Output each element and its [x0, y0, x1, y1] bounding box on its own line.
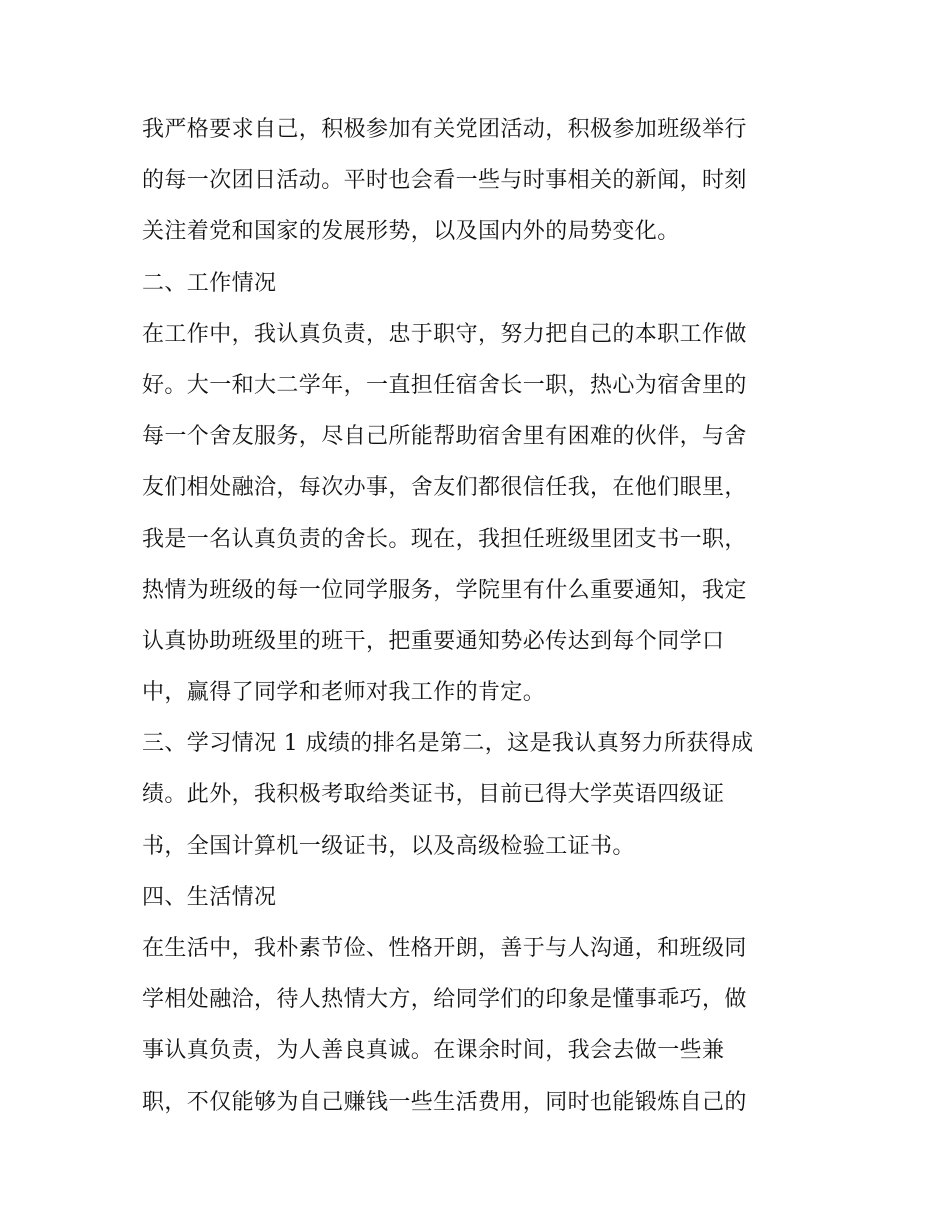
text-line: 在生活中，我朴素节俭、性格开朗，善于与人沟通，和班级同 — [142, 936, 747, 961]
text-line: 好。大一和大二学年，一直担任宿舍长一职，热心为宿舍里的 — [142, 372, 747, 398]
document-body — [142, 104, 814, 1128]
text-line: 职，不仅能够为自己赚钱一些生活费用，同时也能锻炼自己的 — [142, 1089, 747, 1115]
text-line: 认真协助班级里的班干，把重要通知势必传达到每个同学口 — [142, 628, 725, 654]
text-line: 书，全国计算机一级证书，以及高级检验工证书。 — [142, 833, 635, 859]
text-line: 事认真负责，为人善良真诚。在课余时间，我会去做一些兼 — [142, 1038, 725, 1064]
text-line: 的每一次团日活动。平时也会看一些与时事相关的新闻，时刻 — [142, 168, 747, 194]
text-line: 热情为班级的每一位同学服务，学院里有什么重要通知，我定 — [142, 577, 747, 603]
text-line: 学相处融洽，待人热情大方，给同学们的印象是懂事乖巧，做 — [142, 987, 747, 1013]
text-line: 友们相处融洽，每次办事，舍友们都很信任我，在他们眼里， — [142, 475, 747, 501]
text-line: 在工作中，我认真负责，忠于职守，努力把自己的本职工作做 — [142, 321, 747, 347]
section-heading: 三、学习情况 1 成绩的排名是第二，这是我认真努力所获得成 — [142, 731, 754, 757]
section-heading: 四、生活情况 — [142, 884, 277, 910]
text-line: 绩。此外，我积极考取给类证书，目前已得大学英语四级证 — [142, 782, 725, 808]
text-line: 每一个舍友服务，尽自己所能帮助宿舍里有困难的伙伴，与舍 — [142, 424, 747, 450]
text-line: 关注着党和国家的发展形势，以及国内外的局势变化。 — [142, 219, 680, 245]
section-heading: 二、工作情况 — [142, 270, 277, 296]
text-line: 我是一名认真负责的舍长。现在，我担任班级里团支书一职， — [142, 526, 747, 552]
text-line: 中，赢得了同学和老师对我工作的肯定。 — [142, 680, 546, 706]
text-line: 我严格要求自己，积极参加有关党团活动，积极参加班级举行 — [142, 117, 747, 142]
